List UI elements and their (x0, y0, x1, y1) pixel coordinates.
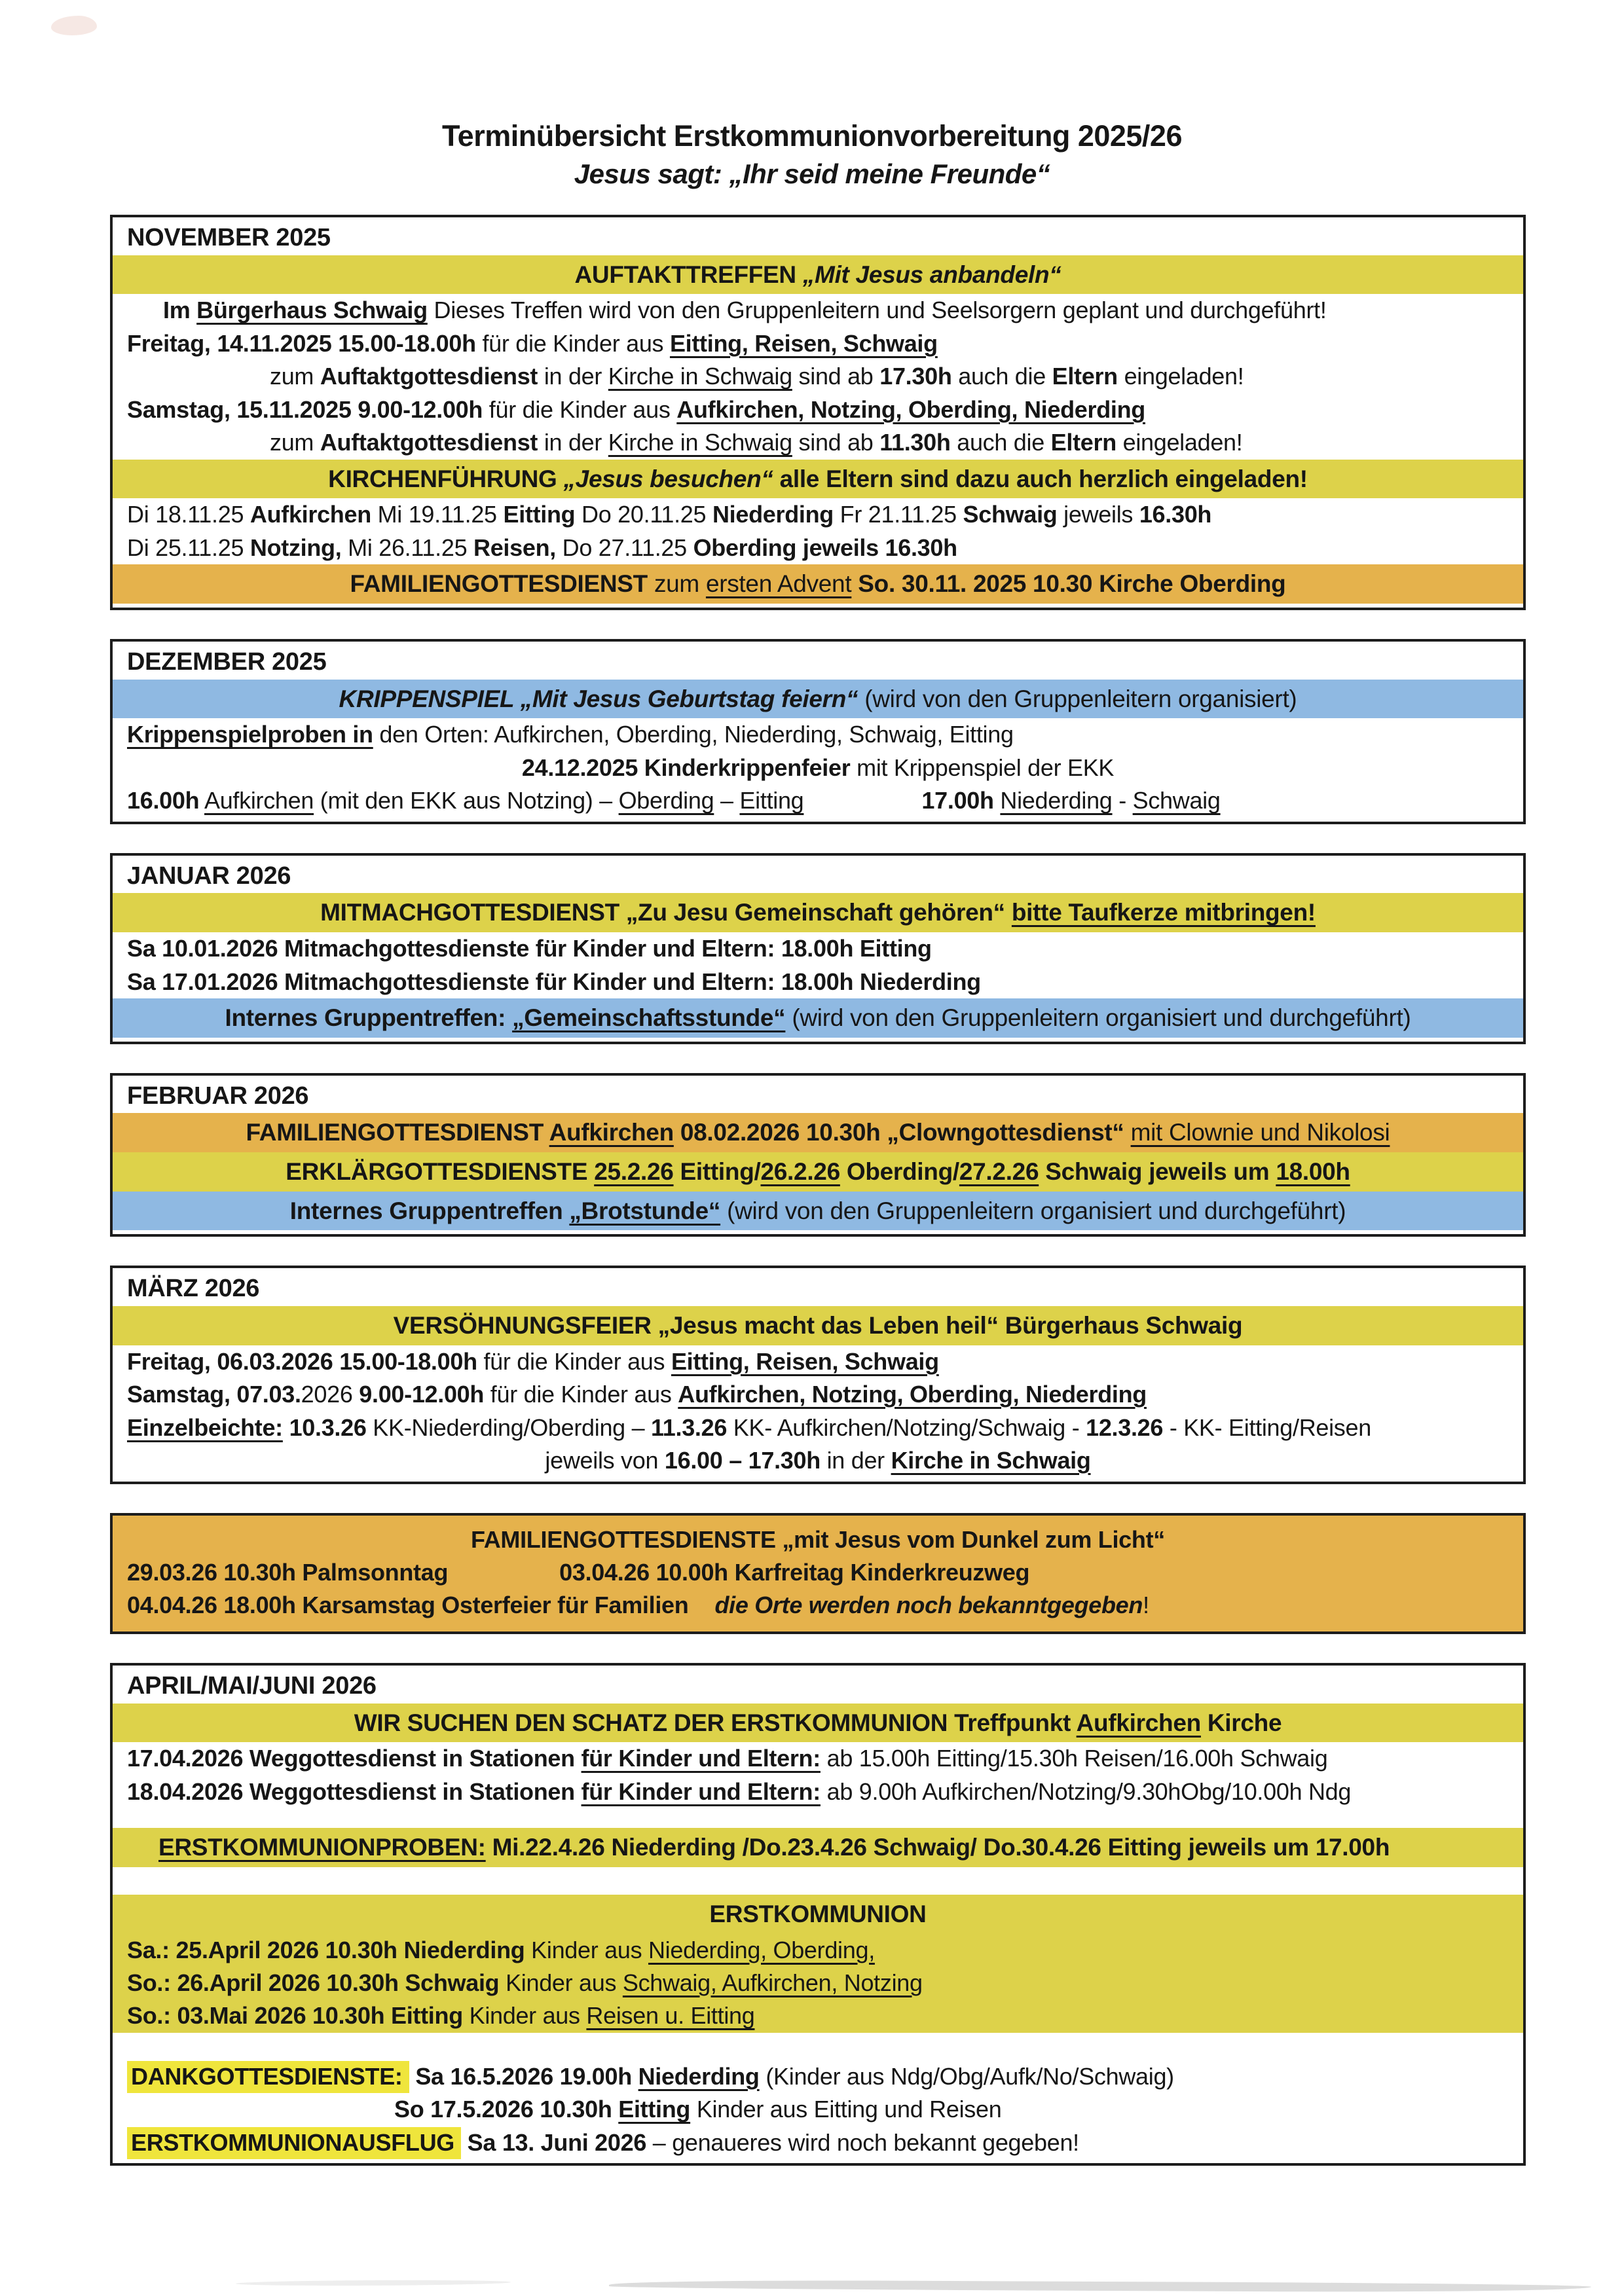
text-segment: Sa 10.01.2026 Mitmachgottesdienste für Kinder und Eltern: 18.00h Eitting (127, 935, 932, 962)
text-segment: Mi.22.4.26 Niederding /Do.23.4.26 Schwaig/ Do.30.4.26 Eitting jeweils um 17.00h (485, 1834, 1390, 1861)
spacer-gap (113, 1808, 1523, 1828)
text-segment: So.: 03.Mai 2026 10.30h Eitting (127, 2002, 470, 2030)
month-header: MÄRZ 2026 (127, 1275, 260, 1303)
line-weggottesdienst-1804 (113, 1776, 1523, 1808)
spacer-gap (113, 2033, 1523, 2060)
text-segment: 9.00-12.00h (359, 1381, 485, 1408)
text-segment: 18.04.2026 Weggottesdienst in Stationen (127, 1777, 581, 1805)
text-segment: 16.30h (1139, 501, 1212, 528)
banner-kirchenfuehrung (113, 460, 1523, 499)
text-segment: 25.2.26 (594, 1157, 674, 1185)
text-segment: Oberding/ (840, 1157, 959, 1185)
text-segment: Kinder aus Eitting und Reisen (690, 2096, 1002, 2123)
text-segment: 18.00h (1276, 1157, 1350, 1185)
text-segment: Aufkirchen, Notzing, Oberding, Niederding (676, 395, 1145, 423)
text-segment: jeweils (1057, 501, 1139, 528)
text-segment: Schwaig (963, 501, 1058, 528)
text-segment: Sa 17.01.2026 Mitmachgottesdienste für Kinder und Eltern: 18.00h Niederding (127, 968, 981, 995)
banner-schatz-der-erstkommunion (113, 1704, 1523, 1743)
text-segment: Niederding (638, 2062, 760, 2090)
banner-brotstunde (113, 1192, 1523, 1231)
text-segment: sind ab (792, 429, 880, 456)
line-mitmach-niederding (113, 966, 1523, 998)
month-header: FEBRUAR 2026 (127, 1082, 309, 1110)
line-krippenfeier-zeiten (113, 784, 1523, 817)
document-subtitle: Jesus sagt: „Ihr seid meine Freunde“ (574, 158, 1050, 189)
text-segment: Eitting (503, 501, 576, 528)
text-segment: Freitag, 06.03.2026 15.00-18.00h (127, 1347, 477, 1375)
text-segment: WIR SUCHEN DEN SCHATZ DER ERSTKOMMUNION Treffpunkt (354, 1709, 1077, 1736)
banner-clowngottesdienst (113, 1113, 1523, 1152)
text-segment: KIRCHENFÜHRUNG (328, 465, 564, 492)
text-segment: ERSTKOMMUNION (709, 1900, 927, 1927)
text-segment: 17.04.2026 Weggottesdienst in Stationen (127, 1745, 581, 1772)
text-segment: Oberding jeweils 16.30h (693, 534, 957, 561)
text-segment: zum (270, 429, 320, 456)
text-segment: Sa 13. Juni 2026 (460, 2128, 647, 2156)
banner-auftakttreffen (113, 255, 1523, 295)
text-segment: 12.3.26 (1086, 1413, 1164, 1441)
line-freitag-14-11 (113, 327, 1523, 360)
text-segment: Eitting, Reisen, Schwaig (671, 1347, 939, 1375)
text-segment: (mit den EKK aus Notzing) – (314, 787, 619, 814)
text-segment: FAMILIENGOTTESDIENSTE „mit Jesus vom Dunkel zum Licht“ (471, 1525, 1165, 1553)
text-segment (199, 787, 204, 814)
text-segment: So 17.5.2026 10.30h (394, 2096, 619, 2123)
line-kirchenfuehrung-woche1 (113, 498, 1523, 531)
text-segment: „Brotstunde“ (569, 1197, 721, 1224)
document-title: Terminübersicht Erstkommunionvorbereitung 2025/26 (442, 119, 1182, 153)
text-segment: Samstag, 15.11.2025 9.00-12.00h (127, 395, 483, 423)
text-segment: 17.00h (921, 787, 994, 814)
banner-erklaergottesdienste (113, 1152, 1523, 1192)
text-segment: Mi 19.11.25 (371, 501, 504, 528)
text-segment: Krippenspielproben in (127, 721, 373, 748)
text-segment: Schwaig (1132, 787, 1221, 814)
text-segment: FAMILIENGOTTESDIENST (350, 570, 654, 598)
text-segment: Aufkirchen, Notzing, Oberding, Niederding (678, 1381, 1147, 1408)
text-segment: 2026 (301, 1381, 360, 1408)
text-segment: Do 20.11.25 (575, 501, 712, 528)
banner-krippenspiel (113, 680, 1523, 719)
text-segment: Im (163, 297, 197, 324)
text-segment: Schwaig, Aufkirchen, Notzing (622, 1969, 923, 1996)
text-segment: ERSTKOMMUNIONPROBEN: (158, 1834, 486, 1861)
text-segment: 17.30h (879, 363, 952, 390)
text-segment: Internes Gruppentreffen (289, 1197, 570, 1224)
text-segment: DANKGOTTESDIENSTE: (127, 2061, 409, 2093)
text-segment: Sa.: 25.April 2026 10.30h Niederding (127, 1936, 532, 1963)
text-segment: Kinder aus (469, 2002, 587, 2030)
line-krippenspielproben (113, 718, 1523, 751)
line-erstkommunion-eitting (113, 1999, 1523, 2032)
text-segment: 16.00h (127, 787, 200, 814)
text-segment: Samstag, 07.03. (127, 1381, 301, 1408)
scan-artifact-bottom-edge (609, 2280, 1591, 2293)
text-segment: Aufkirchen (1076, 1709, 1201, 1736)
text-segment: Notzing, (249, 534, 342, 561)
text-segment: So. 30.11. 2025 10.30 Kirche Oberding (858, 570, 1286, 598)
text-segment: 24.12.2025 Kinderkrippenfeier (521, 754, 851, 781)
line-kinderkrippenfeier (113, 752, 1523, 784)
text-segment: MITMACHGOTTESDIENST „Zu Jesu Gemeinschaft gehören“ (320, 899, 1012, 926)
text-segment: ab 9.00h Aufkirchen/Notzing/9.30hObg/10.00h Ndg (820, 1777, 1352, 1805)
text-segment: Dieses Treffen wird von den Gruppenleitern und Seelsorgern geplant und durchgeführt! (427, 297, 1327, 324)
text-segment: mit Clownie und Nikolosi (1130, 1119, 1390, 1146)
line-freitag-0603 (113, 1345, 1523, 1378)
text-segment: jeweils von (545, 1447, 665, 1474)
text-segment: ersten Advent (705, 570, 852, 598)
text-segment: Niederding (1000, 787, 1113, 814)
text-segment: mit Krippenspiel der EKK (850, 754, 1115, 781)
text-segment: in der (538, 363, 608, 390)
section-november-2025 (110, 215, 1526, 610)
text-segment: Kirche in Schwaig (891, 1447, 1091, 1474)
text-segment (283, 1414, 289, 1441)
text-segment: Aufkirchen (204, 787, 314, 814)
line-dankgottesdienste (113, 2060, 1523, 2093)
text-segment: in der (538, 429, 608, 456)
month-header: APRIL/MAI/JUNI 2026 (127, 1671, 377, 1700)
text-segment: Einzelbeichte: (127, 1413, 283, 1441)
line-karsamstag-osterfeier (113, 1589, 1523, 1622)
text-segment: alle Eltern sind dazu auch herzlich eingeladen! (773, 465, 1308, 492)
text-segment: Niederding (712, 501, 834, 528)
banner-versoehnungsfeier (113, 1306, 1523, 1345)
text-segment: Oberding (618, 787, 714, 814)
line-beichte-zeit (113, 1444, 1523, 1477)
text-segment: Fr 21.11.25 (833, 501, 963, 528)
text-segment: Niederding, Oberding, (648, 1936, 875, 1963)
text-segment: Eltern (1050, 429, 1116, 456)
text-segment: KK- Aufkirchen/Notzing/Schwaig - (727, 1413, 1086, 1441)
text-segment: Di 18.11.25 (127, 501, 250, 528)
text-segment: 29.03.26 10.30h Palmsonntag (127, 1558, 449, 1586)
text-segment: für die Kinder aus (483, 395, 677, 423)
text-segment: AUFTAKTTREFFEN (574, 261, 803, 288)
text-segment: 08.02.2026 10.30h „Clowngottesdienst“ (673, 1119, 1131, 1146)
text-segment: Internes Gruppentreffen: (225, 1004, 513, 1031)
text-segment: 03.04.26 10.00h Karfreitag Kinderkreuzweg (559, 1558, 1030, 1586)
line-fgd-titel (113, 1523, 1523, 1556)
text-segment: (wird von den Gruppenleitern organisiert) (864, 685, 1297, 712)
line-buergerhaus-schwaig (113, 294, 1523, 327)
line-kirchenfuehrung-woche2 (113, 532, 1523, 564)
text-segment: Kinder aus (506, 1969, 623, 1996)
line-weggottesdienst-1704 (113, 1742, 1523, 1775)
month-header: DEZEMBER 2025 (127, 647, 327, 676)
banner-gemeinschaftsstunde (113, 998, 1523, 1038)
text-segment: Eltern (1052, 363, 1118, 390)
month-header: NOVEMBER 2025 (127, 224, 331, 251)
text-segment: ! (1143, 1592, 1149, 1619)
text-segment: - (1112, 787, 1133, 814)
section-familiengottesdienste-ostern (110, 1513, 1526, 1634)
text-segment: So.: 26.April 2026 10.30h Schwaig (127, 1969, 506, 1996)
text-segment: 10.3.26 (289, 1413, 367, 1441)
text-segment: Schwaig jeweils um (1039, 1157, 1276, 1185)
text-segment: Eitting (618, 2096, 691, 2123)
line-auftaktgottesdienst-1130 (113, 426, 1523, 459)
line-samstag-15-11 (113, 393, 1523, 426)
text-segment: Aufkirchen (249, 501, 371, 528)
section-januar-2026 (110, 853, 1526, 1044)
text-segment: Eitting, Reisen, Schwaig (669, 329, 938, 357)
text-segment: Auftaktgottesdienst (320, 429, 538, 456)
text-segment: ERSTKOMMUNIONAUSFLUG (127, 2127, 461, 2159)
text-segment: „Jesus besuchen“ (563, 465, 773, 492)
text-segment: KK-Niederding/Oberding – (366, 1413, 652, 1441)
text-segment: auch die (950, 429, 1051, 456)
text-segment: Aufkirchen (549, 1119, 674, 1146)
line-erstkommunion-schwaig (113, 1967, 1523, 1999)
text-segment: Kirche (1200, 1709, 1282, 1736)
text-segment: Auftaktgottesdienst (320, 363, 538, 390)
line-einzelbeichte (113, 1412, 1523, 1444)
text-segment: Bürgerhaus Schwaig (196, 297, 428, 324)
text-segment: 16.00 – 17.30h (664, 1447, 821, 1474)
text-segment: eingeladen! (1116, 429, 1243, 456)
text-segment: die Orte werden noch bekanntgegeben (714, 1592, 1143, 1619)
text-segment: 11.3.26 (651, 1413, 728, 1441)
banner-erstkommunion-titel (113, 1895, 1523, 1934)
text-segment: „Gemeinschaftsstunde“ (512, 1004, 786, 1031)
text-segment: in der (820, 1447, 891, 1474)
text-segment: (wird von den Gruppenleitern organisiert und durchgeführt) (785, 1004, 1411, 1031)
text-segment (994, 787, 1001, 814)
text-segment: Kinder aus (531, 1936, 648, 1963)
text-segment: Eitting/ (673, 1157, 761, 1185)
text-segment: 04.04.26 18.00h Karsamstag Osterfeier für Familien (127, 1592, 689, 1619)
text-segment: für Kinder und Eltern: (581, 1745, 821, 1772)
line-auftaktgottesdienst-1730 (113, 360, 1523, 393)
text-segment: 26.2.26 (760, 1157, 840, 1185)
text-segment: 27.2.26 (959, 1157, 1039, 1185)
text-segment: zum (654, 570, 706, 598)
text-segment: Kirche in Schwaig (608, 363, 792, 390)
line-samstag-0703 (113, 1378, 1523, 1411)
text-segment: KRIPPENSPIEL „Mit Jesus Geburtstag feiern“ (339, 685, 865, 712)
text-segment: – (714, 787, 740, 814)
document-sections (110, 215, 1526, 2166)
line-dank-eitting (113, 2093, 1523, 2126)
text-segment: sind ab (792, 363, 880, 390)
section-april-mai-juni-2026 (110, 1663, 1526, 2166)
text-segment: Do 27.11.25 (555, 534, 693, 561)
text-segment: Eitting (739, 787, 804, 814)
text-segment: „Mit Jesus anbandeln“ (802, 261, 1061, 288)
month-header: JANUAR 2026 (127, 862, 291, 890)
scan-artifact-bottom-smudge (236, 2280, 511, 2286)
banner-erstkommunionproben (113, 1828, 1523, 1867)
text-segment: Di 25.11.25 (127, 534, 250, 561)
section-dezember-2025 (110, 639, 1526, 824)
section-februar-2026 (110, 1073, 1526, 1237)
text-segment: für Kinder und Eltern: (581, 1777, 821, 1805)
banner-familiengottesdienst-advent (113, 564, 1523, 604)
banner-mitmachgottesdienst (113, 893, 1523, 932)
text-segment: ERKLÄRGOTTESDIENSTE (286, 1157, 595, 1185)
text-segment (851, 570, 858, 597)
text-segment: Freitag, 14.11.2025 15.00-18.00h (127, 329, 476, 357)
text-segment: den Orten: Aufkirchen, Oberding, Niederding, Schwaig, Eitting (373, 721, 1014, 748)
text-segment: bitte Taufkerze mitbringen! (1011, 899, 1316, 926)
text-segment: zum (270, 363, 320, 390)
line-erstkommunion-niederding (113, 1934, 1523, 1967)
text-segment: – genaueres wird noch bekannt gegeben! (646, 2128, 1079, 2156)
text-segment: für die Kinder aus (475, 329, 670, 357)
spacer-gap (113, 1867, 1523, 1895)
line-palmsonntag-karfreitag (113, 1556, 1523, 1589)
text-segment: - KK- Eitting/Reisen (1163, 1413, 1371, 1441)
text-segment: Kirche in Schwaig (608, 429, 792, 456)
text-segment: eingeladen! (1117, 363, 1244, 390)
text-segment: VERSÖHNUNGSFEIER „Jesus macht das Leben heil“ Bürgerhaus Schwaig (393, 1311, 1243, 1339)
text-segment: ab 15.00h Eitting/15.30h Reisen/16.00h Schwaig (820, 1745, 1328, 1772)
text-segment: für die Kinder aus (484, 1381, 678, 1408)
text-segment: Mi 26.11.25 (341, 534, 473, 561)
text-segment: Reisen u. Eitting (586, 2002, 755, 2030)
inline-spacer (803, 808, 921, 809)
text-segment: FAMILIENGOTTESDIENST (246, 1119, 549, 1146)
line-erstkommunionausflug (113, 2126, 1523, 2159)
text-segment: auch die (951, 363, 1052, 390)
line-mitmach-eitting (113, 932, 1523, 965)
text-segment: Sa 16.5.2026 19.00h (409, 2062, 638, 2090)
text-segment: (Kinder aus Ndg/Obg/Aufk/No/Schwaig) (759, 2062, 1174, 2090)
section-maerz-2026 (110, 1266, 1526, 1484)
text-segment: für die Kinder aus (477, 1347, 671, 1375)
text-segment: 11.30h (879, 429, 951, 456)
text-segment: (wird von den Gruppenleitern organisiert und durchgeführt) (720, 1197, 1346, 1224)
text-segment: Reisen, (473, 534, 556, 561)
